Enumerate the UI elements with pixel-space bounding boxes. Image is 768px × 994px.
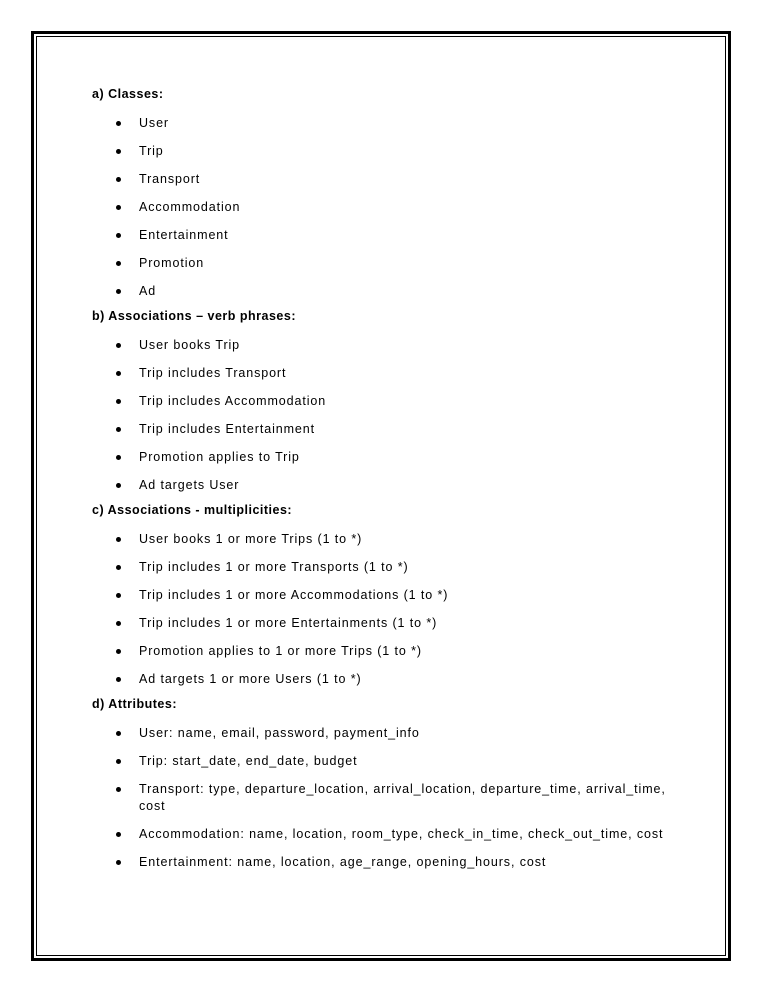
- list-item: Ad targets 1 or more Users (1 to *): [92, 671, 692, 688]
- section-heading: d) Attributes:: [92, 697, 177, 711]
- list-item: Promotion applies to 1 or more Trips (1 to *): [92, 643, 692, 660]
- section-classes: [92, 84, 692, 300]
- list-item: Entertainment: [92, 227, 692, 244]
- bullet-icon: [116, 455, 121, 460]
- list-item: Trip: start_date, end_date, budget: [92, 753, 692, 770]
- bullet-icon: [116, 205, 121, 210]
- bullet-icon: [116, 233, 121, 238]
- list-item: Ad: [92, 283, 692, 300]
- bullet-icon: [116, 787, 121, 792]
- list-item: User books 1 or more Trips (1 to *): [92, 531, 692, 548]
- section-heading: a) Classes:: [92, 87, 164, 101]
- list-item: User: name, email, password, payment_info: [92, 725, 692, 742]
- bullet-icon: [116, 399, 121, 404]
- document-content: [92, 84, 692, 877]
- bullet-list: [92, 115, 692, 300]
- list-item: Transport: type, departure_location, arrival_location, departure_time, arrival_time, cost: [92, 781, 692, 815]
- bullet-icon: [116, 149, 121, 154]
- bullet-icon: [116, 621, 121, 626]
- bullet-icon: [116, 649, 121, 654]
- bullet-list: [92, 531, 692, 688]
- section-associations-multiplicities: [92, 500, 692, 688]
- list-item: Promotion applies to Trip: [92, 449, 692, 466]
- bullet-icon: [116, 289, 121, 294]
- list-item: Accommodation: [92, 199, 692, 216]
- bullet-icon: [116, 483, 121, 488]
- bullet-list: [92, 725, 692, 871]
- bullet-list: [92, 337, 692, 494]
- bullet-icon: [116, 261, 121, 266]
- list-item: User: [92, 115, 692, 132]
- list-item: User books Trip: [92, 337, 692, 354]
- list-item: Trip includes Transport: [92, 365, 692, 382]
- list-item: Trip includes Entertainment: [92, 421, 692, 438]
- list-item: Trip includes 1 or more Entertainments (1 to *): [92, 615, 692, 632]
- list-item: Trip includes 1 or more Accommodations (1 to *): [92, 587, 692, 604]
- section-attributes: [92, 694, 692, 871]
- section-associations-verb-phrases: [92, 306, 692, 494]
- bullet-icon: [116, 593, 121, 598]
- bullet-icon: [116, 565, 121, 570]
- bullet-icon: [116, 537, 121, 542]
- bullet-icon: [116, 343, 121, 348]
- bullet-icon: [116, 832, 121, 837]
- list-item: Trip: [92, 143, 692, 160]
- list-item: Transport: [92, 171, 692, 188]
- list-item: Entertainment: name, location, age_range, opening_hours, cost: [92, 854, 692, 871]
- bullet-icon: [116, 177, 121, 182]
- bullet-icon: [116, 121, 121, 126]
- bullet-icon: [116, 731, 121, 736]
- bullet-icon: [116, 860, 121, 865]
- bullet-icon: [116, 759, 121, 764]
- list-item: Trip includes Accommodation: [92, 393, 692, 410]
- list-item: Accommodation: name, location, room_type, check_in_time, check_out_time, cost: [92, 826, 692, 843]
- section-heading: c) Associations - multiplicities:: [92, 503, 293, 517]
- section-heading: b) Associations – verb phrases:: [92, 309, 296, 323]
- bullet-icon: [116, 371, 121, 376]
- bullet-icon: [116, 427, 121, 432]
- list-item: Promotion: [92, 255, 692, 272]
- list-item: Ad targets User: [92, 477, 692, 494]
- list-item: Trip includes 1 or more Transports (1 to *): [92, 559, 692, 576]
- bullet-icon: [116, 677, 121, 682]
